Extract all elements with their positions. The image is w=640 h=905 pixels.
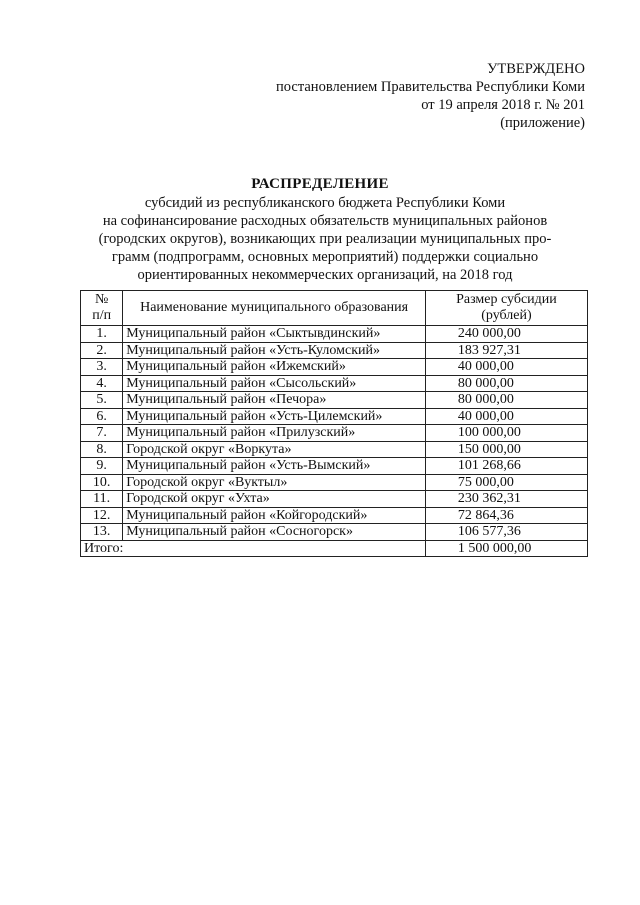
header-amount-line-2: (рублей)	[481, 308, 532, 323]
table-row	[81, 359, 588, 376]
row-num: 8.	[81, 441, 123, 458]
approval-line-1: УТВЕРЖДЕНО	[487, 61, 585, 77]
row-name: Муниципальный район «Усть-Цилемский»	[123, 408, 426, 425]
row-amount: 106 577,36	[425, 524, 587, 541]
row-num: 5.	[81, 392, 123, 409]
row-amount: 72 864,36	[425, 507, 587, 524]
approval-block	[276, 60, 585, 132]
total-row	[81, 540, 588, 557]
row-amount: 80 000,00	[425, 392, 587, 409]
table-row	[81, 524, 588, 541]
document-subtitle	[60, 194, 590, 284]
row-name: Городской округ «Вуктыл»	[123, 474, 426, 491]
subtitle-line: ориентированных некоммерческих организаций, на 2018 год	[137, 267, 513, 283]
row-num: 1.	[81, 326, 123, 343]
row-name: Городской округ «Ухта»	[123, 491, 426, 508]
row-num: 6.	[81, 408, 123, 425]
header-amount	[425, 291, 587, 326]
document-title: РАСПРЕДЕЛЕНИЕ	[251, 176, 389, 192]
subtitle-line: субсидий из республиканского бюджета Республики Коми	[144, 195, 506, 211]
header-num	[81, 291, 123, 326]
row-amount: 240 000,00	[425, 326, 587, 343]
table-row	[81, 425, 588, 442]
row-name: Муниципальный район «Сысольский»	[123, 375, 426, 392]
subsidy-table	[80, 290, 588, 557]
subtitle-line: (городских округов), возникающих при реализации муниципальных про-	[98, 231, 552, 247]
row-name: Муниципальный район «Прилузский»	[123, 425, 426, 442]
row-name: Муниципальный район «Сыктывдинский»	[123, 326, 426, 343]
table-row	[81, 326, 588, 343]
table-row	[81, 474, 588, 491]
row-amount: 101 268,66	[425, 458, 587, 475]
approval-line-4: (приложение)	[500, 115, 585, 131]
header-num-line-1: №	[94, 292, 109, 307]
row-name: Муниципальный район «Усть-Вымский»	[123, 458, 426, 475]
row-num: 12.	[81, 507, 123, 524]
row-name: Городской округ «Воркута»	[123, 441, 426, 458]
row-num: 2.	[81, 342, 123, 359]
table-row	[81, 408, 588, 425]
table-row	[81, 507, 588, 524]
row-amount: 80 000,00	[425, 375, 587, 392]
table-body	[81, 326, 588, 557]
total-label: Итого:	[81, 540, 426, 557]
row-amount: 150 000,00	[425, 441, 587, 458]
approval-line-2: постановлением Правительства Республики Коми	[276, 79, 585, 95]
row-name: Муниципальный район «Сосногорск»	[123, 524, 426, 541]
row-name: Муниципальный район «Койгородский»	[123, 507, 426, 524]
row-num: 4.	[81, 375, 123, 392]
row-name: Муниципальный район «Ижемский»	[123, 359, 426, 376]
table-header-row	[81, 291, 588, 326]
subtitle-line: на софинансирование расходных обязательств муниципальных районов	[102, 213, 548, 229]
subtitle-line: грамм (подпрограмм, основных мероприятий) поддержки социально	[111, 249, 539, 265]
approval-line-3: от 19 апреля 2018 г. № 201	[421, 97, 585, 113]
header-name: Наименование муниципального образования	[123, 291, 426, 326]
row-amount: 75 000,00	[425, 474, 587, 491]
table-row	[81, 458, 588, 475]
row-amount: 40 000,00	[425, 359, 587, 376]
row-num: 11.	[81, 491, 123, 508]
row-num: 3.	[81, 359, 123, 376]
row-name: Муниципальный район «Усть-Куломский»	[123, 342, 426, 359]
row-name: Муниципальный район «Печора»	[123, 392, 426, 409]
row-num: 7.	[81, 425, 123, 442]
row-amount: 40 000,00	[425, 408, 587, 425]
row-amount: 100 000,00	[425, 425, 587, 442]
table-row	[81, 441, 588, 458]
total-amount: 1 500 000,00	[425, 540, 587, 557]
table-row	[81, 491, 588, 508]
row-num: 10.	[81, 474, 123, 491]
row-amount: 230 362,31	[425, 491, 587, 508]
table-row	[81, 342, 588, 359]
header-amount-line-1: Размер субсидии	[456, 292, 557, 307]
row-amount: 183 927,31	[425, 342, 587, 359]
row-num: 13.	[81, 524, 123, 541]
table-row	[81, 375, 588, 392]
row-num: 9.	[81, 458, 123, 475]
table-row	[81, 392, 588, 409]
header-num-line-2: п/п	[92, 308, 112, 323]
